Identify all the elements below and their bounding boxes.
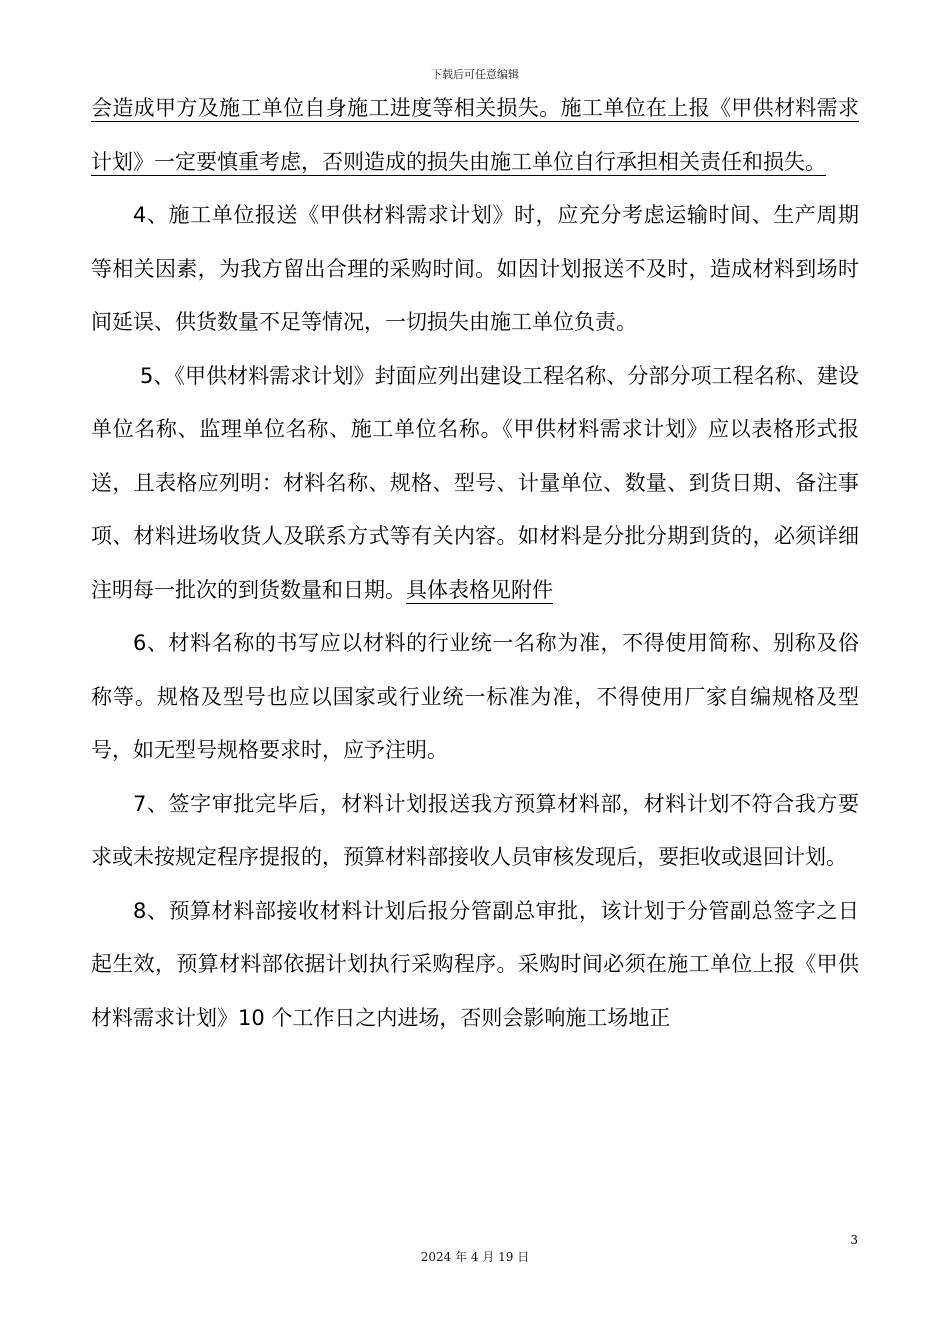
page-header: 下载后可任意编辑 — [431, 68, 519, 81]
underlined-text: 会造成甲方及施工单位自身施工进度等相关损失。施工单位在上报《甲供材料需求计划》一定要慎重考虑，否则造成的损失由施工单位自行承担相关责任和损失。 — [91, 96, 859, 174]
paragraph-item-4: 4、施工单位报送《甲供材料需求计划》时，应充分考虑运输时间、生产周期等相关因素，为我方留出合理的采购时间。如因计划报送不及时，造成材料到场时间延误、供货数量不足等情况，一切损失由施工单位负责。 — [91, 203, 859, 334]
paragraph-item-5 — [91, 350, 859, 618]
page-number: 3 — [850, 1233, 858, 1247]
paragraph-item-5-text: 5、《甲供材料需求计划》封面应列出建设工程名称、分部分项工程名称、建设单位名称、监理单位名称、施工单位名称。《甲供材料需求计划》应以表格形式报送，且表格应列明：材料名称、规格、型号、计量单位、数量、到货日期、备注事项、材料进场收货人及联系方式等有关内容。如材料是分批分期到货的，必须详细注明每一批次的到货数量和日期。 — [91, 363, 859, 602]
paragraph-item-6: 6、材料名称的书写应以材料的行业统一名称为准，不得使用简称、别称及俗称等。规格及型号也应以国家或行业统一标准为准，不得使用厂家自编规格及型号，如无型号规格要求时，应予注明。 — [91, 631, 859, 762]
paragraph-continuation — [91, 82, 859, 189]
attachment-reference: 具体表格见附件 — [406, 577, 553, 602]
document-body — [91, 82, 859, 1045]
page-footer-date: 2024 年 4 月 19 日 — [420, 1250, 530, 1264]
paragraph-item-8: 8、预算材料部接收材料计划后报分管副总审批，该计划于分管副总签字之日起生效，预算材料部依据计划执行采购程序。采购时间必须在施工单位上报《甲供材料需求计划》10 个工作日之内进场，否则会影响施工场地正 — [91, 898, 859, 1030]
paragraph-item-7: 7、签字审批完毕后，材料计划报送我方预算材料部，材料计划不符合我方要求或未按规定程序提报的，预算材料部接收人员审核发现后，要拒收或退回计划。 — [91, 791, 859, 869]
